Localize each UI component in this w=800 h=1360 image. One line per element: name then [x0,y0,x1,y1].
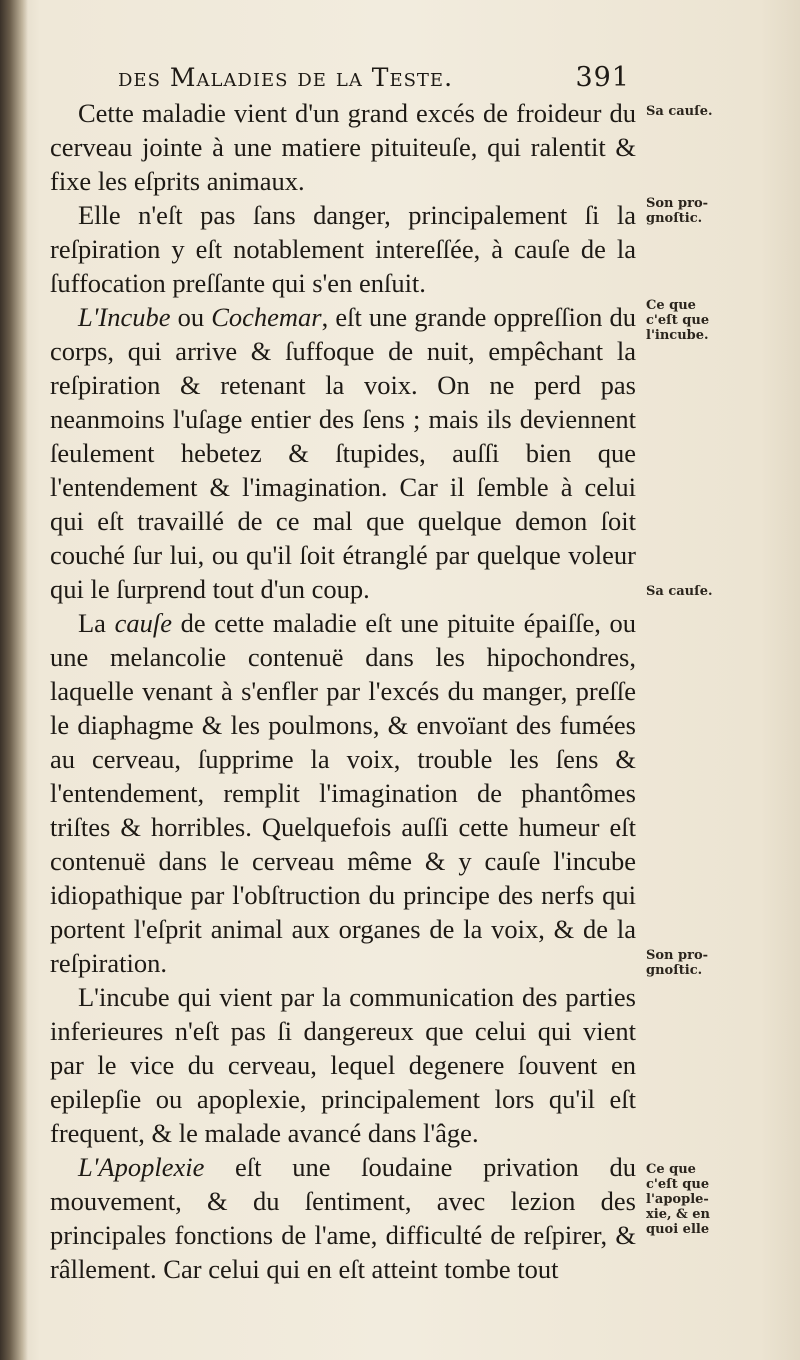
paragraph-text: de cette maladie eſt une pituite épaiſſe, ou une melancolie contenuë dans les hipochondres, laquelle venant à s'enfler par l'excés du manger, preſſe le diaphagme & les poulmons, & envoïant des fumées au cerveau, ſupprime la voix, trouble les ſens & l'entendement, remplit l'imagination de phantômes triſtes & horribles. Quelquefois auſſi cette humeur eſt contenuë dans le cerveau même & y cauſe l'incube idiopathique par l'obſtruction du principe des nerfs qui portent l'eſprit animal aux organes de la voix, & de la reſpiration. [50,608,637,978]
main-text [50,96,636,1286]
running-title: des Maladies de la Teste. [118,63,454,92]
term-apoplexie: L'Apoplexie [78,1152,205,1182]
margin-note: Ce que c'eſt que l'apople- xie, & en quoi elle [646,1162,710,1237]
running-header [118,62,638,93]
paragraph-text: eſt une ſoudaine privation du mouvement, & du ſentiment, avec lezion des principales fonctions de l'ame, difficulté de reſpirer, & râllement. Car celui qui en eſt atteint tombe tout [50,1152,636,1284]
paragraph-text: Cette maladie vient d'un grand excés de froideur du cerveau jointe à une matiere pituiteuſe, qui ralentit & fixe les eſprits animaux. [50,98,636,196]
term-cause: cauſe [114,608,172,638]
term-cochemar: Cochemar [211,302,322,332]
binding-gutter [0,0,28,1360]
margin-note: Ce que c'eſt que l'incube. [646,298,710,343]
paragraph-cause-1 [50,96,636,198]
paragraph-prognosis-2 [50,980,636,1150]
paragraph-text: , eſt une grande oppreſſion du corps, qui arrive & ſuffoque de nuit, empêchant la reſpiration & retenant la voix. On ne perd pas neanmoins l'uſage entier des ſens ; mais ils deviennent ſeulement hebetez & ſtupides, auſſi bien que l'entendement & l'imagination. Car il ſemble à celui qui eſt travaillé de ce mal que quelque demon ſoit couché ſur lui, ou qu'il ſoit étranglé par quelque voleur qui le ſurprend tout d'un coup. [50,302,637,604]
page-number: 391 [575,62,630,93]
margin-note: Sa cauſe. [646,104,713,119]
paragraph-text: L'incube qui vient par la communication des parties inferieures n'eſt pas ſi dangereux que celui qui vient par le vice du cerveau, lequel degenere ſouvent en epilepſie ou apoplexie, principalement lors qu'il eſt frequent, & le malade avancé dans l'âge. [50,982,636,1148]
margin-note: Son pro- gnoſtic. [646,948,709,978]
margin-notes-column [646,0,766,1360]
paragraph-prognosis-1 [50,198,636,300]
margin-note: Sa cauſe. [646,584,713,599]
paragraph-text: Elle n'eſt pas ſans danger, principalement ſi la reſpiration y eſt notablement intereſſée, à cauſe de la ſuffocation preſſante qui s'en enſuit. [50,200,636,298]
connector-text: ou [170,302,212,332]
paragraph-apoplexie-definition [50,1150,636,1286]
margin-note: Son pro- gnoſtic. [646,196,709,226]
paragraph-incube-definition [50,300,636,606]
term-incube: L'Incube [78,302,171,332]
paragraph-prefix: La [78,608,115,638]
paragraph-cause-2 [50,606,636,980]
